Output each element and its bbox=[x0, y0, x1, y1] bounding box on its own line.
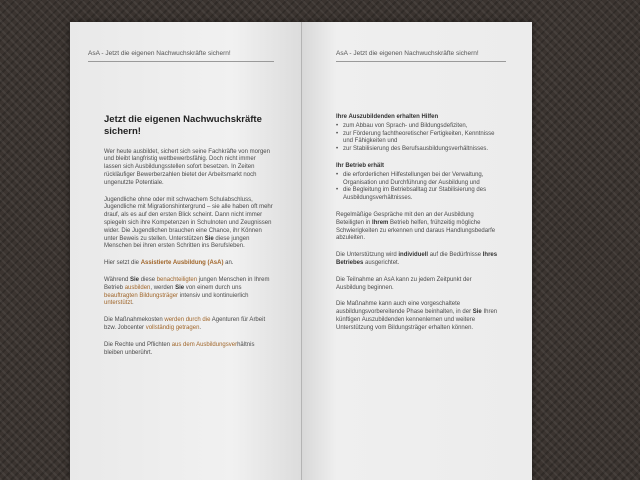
support-sie-1: Sie bbox=[130, 277, 140, 284]
left-page-content bbox=[104, 114, 274, 366]
chance-text-sie: Sie bbox=[204, 235, 214, 242]
support-sie-2: Sie bbox=[175, 284, 185, 291]
support-text-f: intensiv und kontinuierlich bbox=[178, 292, 249, 299]
preparatory-bold: Sie bbox=[472, 309, 482, 316]
right-page-content bbox=[336, 114, 500, 342]
left-page-header: AsA - Jetzt die eigenen Nachwuchskräfte sichern! bbox=[88, 50, 274, 62]
costs-text-a: Die Maßnahmekosten bbox=[104, 317, 165, 324]
rights-paragraph bbox=[104, 342, 274, 358]
meetings-paragraph bbox=[336, 212, 500, 243]
intro-paragraph: Wer heute ausbildet, sichert sich seine Fachkräfte von morgen und bleibt langfristig wettbewerbsfähig. Doch nicht immer lassen sich Ausbildungsstellen sofort besetzen. In Zeiten rückläufiger Bewerberzahlen bietet der Arbeitsmarkt noch ungenutzte Potentiale. bbox=[104, 148, 270, 186]
asa-term: Assistierte Ausbildung (AsA) bbox=[140, 260, 224, 267]
meetings-text-a: Regelmäßige Gespräche mit den an der Ausbildung Beteiligten in bbox=[336, 211, 474, 226]
meetings-text-b: Betrieb helfen, frühzeitig mögliche Schwierigkeiten zu erkennen und daraus Handlungsbedarfe abzuleiten. bbox=[336, 219, 496, 242]
individual-paragraph bbox=[336, 252, 500, 268]
support-text-g: . bbox=[132, 300, 134, 307]
chance-text-a: Die Jugendlichen brauchen eine Chance, ihr Können unter Beweis zu stellen. Unterstützen bbox=[104, 227, 262, 242]
trainee-help-heading: Ihre Auszubildenden erhalten Hilfen bbox=[336, 114, 439, 120]
costs-text-b: Agenturen für Arbeit bzw. Jobcenter bbox=[104, 317, 266, 332]
support-text-e: von einem durch uns bbox=[184, 284, 242, 291]
costs-accent-1: werden durch die bbox=[164, 317, 211, 324]
page-title: Jetzt die eigenen Nachwuchskräfte sichern! bbox=[104, 114, 262, 138]
support-accent-2: ausbilden bbox=[124, 284, 151, 291]
preparatory-text-b: Ihren künftigen Auszubildenden kennenlernen und weitere Unterstützung vom Bildungsträger erhalten können. bbox=[336, 309, 498, 331]
list-item: • zum Abbau von Sprach- und Bildungsdefiziten, bbox=[336, 123, 500, 131]
individual-text-c: ausgerichtet. bbox=[363, 259, 400, 266]
right-page-header: AsA - Jetzt die eigenen Nachwuchskräfte sichern! bbox=[336, 50, 506, 62]
target-group-text: Jugendliche ohne oder mit schwachem Schulabschluss, Jugendliche mit Migrationshintergrund – sie alle haben oft mehr drauf, als es auf den ersten Blick scheint. Dann nicht immer spiegeln sich ihre Kompetenzen in Schulnoten und Zeugnissen wider. bbox=[104, 196, 273, 234]
trainee-help-list bbox=[336, 123, 500, 154]
support-paragraph bbox=[104, 277, 274, 308]
brochure-sheet bbox=[70, 22, 532, 480]
list-item: • zur Förderung fachtheoretischer Fertigkeiten, Kenntnisse und Fähigkeiten und bbox=[336, 131, 500, 147]
asa-intro-text-a: Hier setzt die bbox=[104, 260, 141, 267]
individual-text-a: Die Unterstützung wird bbox=[336, 252, 399, 259]
list-item: • die erforderlichen Hilfestellungen bei der Verwaltung, Organisation und Durchführung der Ausbildung und bbox=[336, 172, 500, 188]
preparatory-text-a: Die Maßnahme kann auch eine vorgeschaltete ausbildungsvorbereitende Phase beinhalten, in der bbox=[336, 301, 473, 316]
list-item: • die Begleitung im Betriebsalltag zur Stabilisierung des Ausbildungsverhältnisses. bbox=[336, 187, 500, 203]
right-page bbox=[302, 22, 532, 480]
rights-accent: aus dem Ausbildungsver bbox=[171, 341, 238, 348]
support-text-c: jungen Menschen in Ihrem Betrieb bbox=[104, 277, 270, 291]
support-text-d: , werden bbox=[150, 284, 176, 291]
individual-bold-1: individuell bbox=[398, 252, 429, 259]
start-anytime-paragraph: Die Teilnahme an AsA kann zu jedem Zeitpunkt der Ausbildung beginnen. bbox=[336, 276, 472, 291]
preparatory-phase-paragraph bbox=[336, 301, 500, 332]
support-accent-3: beauftragten Bildungsträger bbox=[104, 292, 179, 299]
support-text-b: diese bbox=[139, 277, 157, 284]
list-item: • zur Stabilisierung des Berufsausbildungsverhältnisses. bbox=[336, 146, 500, 154]
support-text-a: Während bbox=[104, 277, 131, 284]
company-help-list bbox=[336, 172, 500, 203]
rights-text-a: Die Rechte und Pflichten bbox=[104, 341, 172, 348]
individual-bold-2: Ihres Betriebes bbox=[336, 252, 498, 266]
chance-text-b: diese jungen Menschen bei ihren ersten Schritten ins Berufsleben. bbox=[104, 235, 250, 250]
target-group-paragraph bbox=[104, 197, 274, 252]
costs-accent-2: vollständig getragen bbox=[145, 325, 200, 332]
support-accent-1: benachteiligten bbox=[156, 277, 198, 284]
asa-intro-paragraph bbox=[104, 260, 274, 268]
meetings-bold: Ihrem bbox=[372, 219, 389, 226]
individual-text-b: auf die Bedürfnisse bbox=[428, 252, 483, 259]
rights-text-b: hältnis bleiben unberührt. bbox=[104, 341, 255, 356]
asa-intro-text-b: an. bbox=[223, 260, 234, 267]
left-page bbox=[70, 22, 302, 480]
company-help-heading: Ihr Betrieb erhält bbox=[336, 162, 385, 169]
support-accent-4: unterstützt bbox=[104, 300, 133, 307]
costs-text-c: . bbox=[199, 325, 202, 332]
costs-paragraph bbox=[104, 317, 274, 333]
